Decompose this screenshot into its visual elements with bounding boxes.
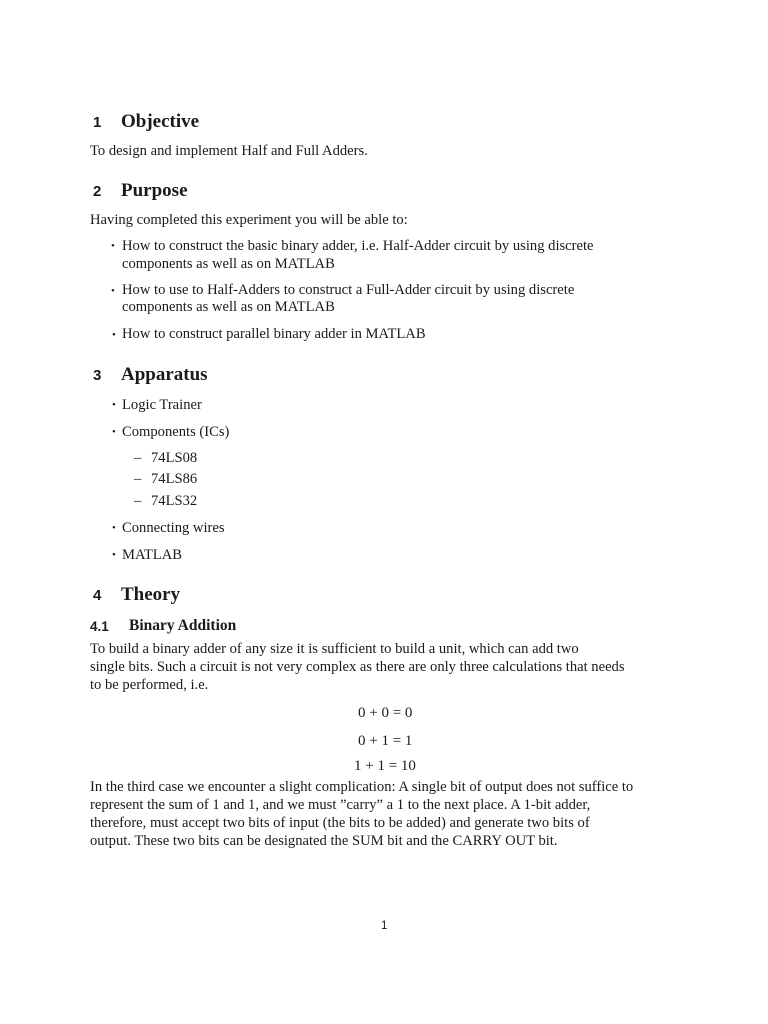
bullet-marker: • — [112, 399, 116, 411]
bullet-marker: • — [111, 240, 115, 252]
purpose-item-2-line-2: components as well as on MATLAB — [122, 299, 335, 315]
purpose-item-1-line-1: How to construct the basic binary adder, i.e. Half-Adder circuit by using discrete — [122, 238, 594, 254]
bullet-marker: • — [111, 285, 115, 297]
section-number: 3 — [93, 367, 102, 384]
theory-para2-line-3: therefore, must accept two bits of input (the bits to be added) and generate two bits of — [90, 815, 590, 831]
theory-para1-line-3: to be performed, i.e. — [90, 677, 209, 693]
section-title-objective: Objective — [121, 111, 200, 132]
theory-para2-line-1: In the third case we encounter a slight complication: A single bit of output does not suffice to — [90, 779, 634, 795]
equation-1: 0 + 0 = 0 — [358, 705, 413, 721]
bullet-marker: • — [112, 329, 116, 341]
apparatus-subitem-74ls08: 74LS08 — [151, 450, 198, 466]
bullet-marker: • — [112, 549, 116, 561]
objective-text: To design and implement Half and Full Adders. — [90, 143, 368, 159]
apparatus-subitem-74ls32: 74LS32 — [151, 493, 198, 509]
theory-para2-line-4: output. These two bits can be designated the SUM bit and the CARRY OUT bit. — [90, 833, 558, 849]
bullet-marker: • — [112, 522, 116, 534]
purpose-item-1-line-2: components as well as on MATLAB — [122, 256, 335, 272]
apparatus-item-matlab: MATLAB — [122, 547, 182, 563]
dash-marker: – — [134, 493, 142, 509]
section-title-theory: Theory — [121, 584, 181, 605]
subsection-number: 4.1 — [90, 619, 109, 634]
dash-marker: – — [134, 471, 142, 487]
page-number: 1 — [381, 920, 388, 932]
apparatus-subitem-74ls86: 74LS86 — [151, 471, 198, 487]
section-number: 1 — [93, 114, 102, 131]
section-title-purpose: Purpose — [121, 180, 188, 201]
theory-para1-line-2: single bits. Such a circuit is not very complex as there are only three calculations that needs — [90, 659, 625, 675]
apparatus-item-components: Components (ICs) — [122, 424, 230, 440]
theory-para2-line-2: represent the sum of 1 and 1, and we must ”carry” a 1 to the next place. A 1-bit adder, — [90, 797, 591, 813]
apparatus-item-logic-trainer: Logic Trainer — [122, 397, 202, 413]
purpose-item-3: How to construct parallel binary adder in MATLAB — [122, 326, 426, 342]
section-number: 4 — [93, 587, 102, 604]
bullet-marker: • — [112, 426, 116, 438]
equation-3: 1 + 1 = 10 — [354, 758, 416, 774]
section-number: 2 — [93, 183, 102, 200]
apparatus-item-connecting-wires: Connecting wires — [122, 520, 225, 536]
purpose-intro: Having completed this experiment you will be able to: — [90, 212, 408, 228]
subsection-title-binary-addition: Binary Addition — [129, 617, 237, 634]
equation-2: 0 + 1 = 1 — [358, 733, 413, 749]
purpose-item-2-line-1: How to use to Half-Adders to construct a Full-Adder circuit by using discrete — [122, 282, 575, 298]
dash-marker: – — [134, 450, 142, 466]
theory-para1-line-1: To build a binary adder of any size it is sufficient to build a unit, which can add two — [90, 641, 579, 657]
section-title-apparatus: Apparatus — [121, 364, 208, 385]
